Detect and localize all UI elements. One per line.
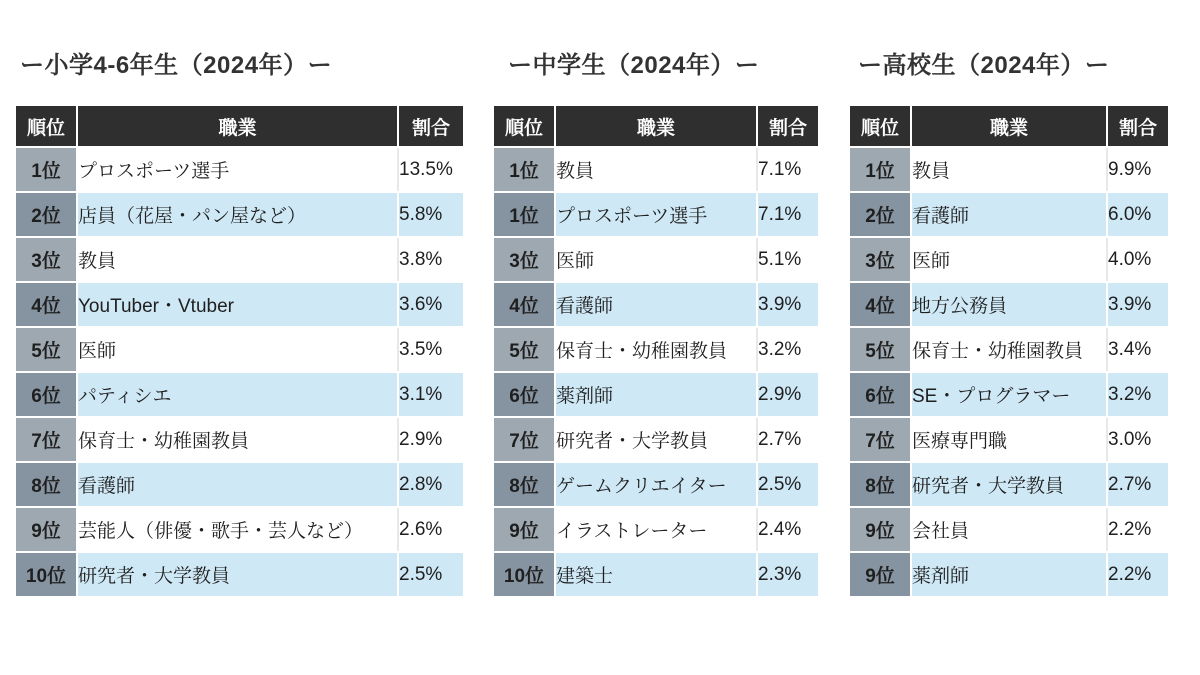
table-row [494, 148, 818, 191]
ranking-table-elementary [14, 104, 465, 598]
table-row [16, 463, 463, 506]
share-column-header: 割合 [399, 106, 463, 146]
table-section-junior-high [492, 50, 820, 598]
share-cell: 2.7% [758, 418, 818, 461]
occupation-cell: 地方公務員 [912, 283, 1106, 326]
share-cell: 6.0% [1108, 193, 1168, 236]
rank-cell: 6位 [494, 373, 554, 416]
share-cell: 9.9% [1108, 148, 1168, 191]
rank-cell: 10位 [494, 553, 554, 596]
rank-column-header: 順位 [494, 106, 554, 146]
rank-cell: 10位 [16, 553, 76, 596]
occupation-cell: 会社員 [912, 508, 1106, 551]
share-cell: 4.0% [1108, 238, 1168, 281]
rank-column-header: 順位 [16, 106, 76, 146]
table-row [494, 553, 818, 596]
share-cell: 3.2% [758, 328, 818, 371]
table-row [494, 418, 818, 461]
share-cell: 3.6% [399, 283, 463, 326]
table-title-elementary: ー小学4-6年生（2024年）ー [20, 52, 333, 79]
occupation-cell: 保育士・幼稚園教員 [78, 418, 397, 461]
occupation-cell: 芸能人（俳優・歌手・芸人など） [78, 508, 397, 551]
occupation-cell: 医師 [78, 328, 397, 371]
rank-cell: 9位 [16, 508, 76, 551]
table-title-junior-high: ー中学生（2024年）ー [508, 52, 760, 79]
rank-cell: 9位 [850, 553, 910, 596]
occupation-cell: イラストレーター [556, 508, 756, 551]
occupation-cell: パティシエ [78, 373, 397, 416]
rank-cell: 7位 [16, 418, 76, 461]
table-row [494, 463, 818, 506]
rank-cell: 7位 [494, 418, 554, 461]
occupation-cell: プロスポーツ選手 [78, 148, 397, 191]
share-cell: 2.7% [1108, 463, 1168, 506]
share-cell: 2.8% [399, 463, 463, 506]
occupation-cell: 看護師 [912, 193, 1106, 236]
header-row [850, 106, 1168, 146]
rank-cell: 4位 [16, 283, 76, 326]
occupation-cell: 医療専門職 [912, 418, 1106, 461]
share-cell: 2.9% [758, 373, 818, 416]
table-row [850, 283, 1168, 326]
share-cell: 2.2% [1108, 553, 1168, 596]
table-row [16, 148, 463, 191]
share-cell: 2.5% [399, 553, 463, 596]
occupation-cell: 建築士 [556, 553, 756, 596]
share-cell: 3.8% [399, 238, 463, 281]
rank-cell: 1位 [494, 193, 554, 236]
share-column-header: 割合 [758, 106, 818, 146]
share-cell: 3.1% [399, 373, 463, 416]
table-row [850, 463, 1168, 506]
occupation-cell: SE・プログラマー [912, 373, 1106, 416]
table-row [494, 373, 818, 416]
table-row [850, 553, 1168, 596]
table-row [16, 553, 463, 596]
occupation-cell: 医師 [556, 238, 756, 281]
table-row [850, 238, 1168, 281]
table-row [494, 328, 818, 371]
rank-cell: 2位 [16, 193, 76, 236]
table-row [16, 238, 463, 281]
table-row [850, 148, 1168, 191]
occupation-column-header: 職業 [78, 106, 397, 146]
table-row [16, 328, 463, 371]
table-row [850, 193, 1168, 236]
occupation-cell: 教員 [912, 148, 1106, 191]
table-section-high-school [848, 50, 1170, 598]
rank-cell: 5位 [16, 328, 76, 371]
occupation-cell: 研究者・大学教員 [912, 463, 1106, 506]
table-row [16, 508, 463, 551]
table-row [494, 283, 818, 326]
table-row [494, 238, 818, 281]
rank-cell: 4位 [850, 283, 910, 326]
share-cell: 3.2% [1108, 373, 1168, 416]
share-cell: 3.5% [399, 328, 463, 371]
share-cell: 3.0% [1108, 418, 1168, 461]
table-row [850, 328, 1168, 371]
share-cell: 7.1% [758, 193, 818, 236]
occupation-cell: 薬剤師 [556, 373, 756, 416]
share-cell: 2.2% [1108, 508, 1168, 551]
share-cell: 3.4% [1108, 328, 1168, 371]
occupation-cell: 看護師 [556, 283, 756, 326]
share-cell: 2.5% [758, 463, 818, 506]
share-cell: 13.5% [399, 148, 463, 191]
occupation-cell: 看護師 [78, 463, 397, 506]
table-row [494, 508, 818, 551]
header-row [494, 106, 818, 146]
rank-cell: 7位 [850, 418, 910, 461]
rank-cell: 9位 [850, 508, 910, 551]
occupation-cell: 保育士・幼稚園教員 [912, 328, 1106, 371]
rank-cell: 8位 [850, 463, 910, 506]
table-row [16, 373, 463, 416]
occupation-cell: 教員 [556, 148, 756, 191]
occupation-column-header: 職業 [556, 106, 756, 146]
occupation-cell: 医師 [912, 238, 1106, 281]
rank-cell: 6位 [16, 373, 76, 416]
table-row [16, 418, 463, 461]
rank-cell: 8位 [16, 463, 76, 506]
rank-cell: 3位 [16, 238, 76, 281]
share-cell: 5.8% [399, 193, 463, 236]
occupation-cell: ゲームクリエイター [556, 463, 756, 506]
occupation-cell: 保育士・幼稚園教員 [556, 328, 756, 371]
table-row [850, 373, 1168, 416]
rank-cell: 5位 [494, 328, 554, 371]
occupation-cell: 研究者・大学教員 [78, 553, 397, 596]
table-section-elementary [14, 50, 465, 598]
table-row [850, 418, 1168, 461]
share-column-header: 割合 [1108, 106, 1168, 146]
table-title-high-school: ー高校生（2024年）ー [858, 52, 1110, 79]
share-cell: 2.4% [758, 508, 818, 551]
rank-cell: 1位 [494, 148, 554, 191]
rank-cell: 5位 [850, 328, 910, 371]
ranking-table-high-school [848, 104, 1170, 598]
occupation-column-header: 職業 [912, 106, 1106, 146]
rank-cell: 6位 [850, 373, 910, 416]
table-row [16, 193, 463, 236]
rank-cell: 1位 [16, 148, 76, 191]
rank-cell: 3位 [850, 238, 910, 281]
occupation-cell: 教員 [78, 238, 397, 281]
table-row [16, 283, 463, 326]
occupation-cell: プロスポーツ選手 [556, 193, 756, 236]
rank-cell: 3位 [494, 238, 554, 281]
rank-column-header: 順位 [850, 106, 910, 146]
table-row [494, 193, 818, 236]
share-cell: 2.6% [399, 508, 463, 551]
rank-cell: 9位 [494, 508, 554, 551]
table-row [850, 508, 1168, 551]
share-cell: 7.1% [758, 148, 818, 191]
ranking-table-junior-high [492, 104, 820, 598]
share-cell: 2.3% [758, 553, 818, 596]
rank-cell: 4位 [494, 283, 554, 326]
rank-cell: 2位 [850, 193, 910, 236]
occupation-cell: 研究者・大学教員 [556, 418, 756, 461]
rank-cell: 8位 [494, 463, 554, 506]
share-cell: 2.9% [399, 418, 463, 461]
header-row [16, 106, 463, 146]
occupation-cell: YouTuber・Vtuber [78, 283, 397, 326]
occupation-cell: 薬剤師 [912, 553, 1106, 596]
share-cell: 3.9% [758, 283, 818, 326]
rank-cell: 1位 [850, 148, 910, 191]
share-cell: 3.9% [1108, 283, 1168, 326]
occupation-cell: 店員（花屋・パン屋など） [78, 193, 397, 236]
share-cell: 5.1% [758, 238, 818, 281]
